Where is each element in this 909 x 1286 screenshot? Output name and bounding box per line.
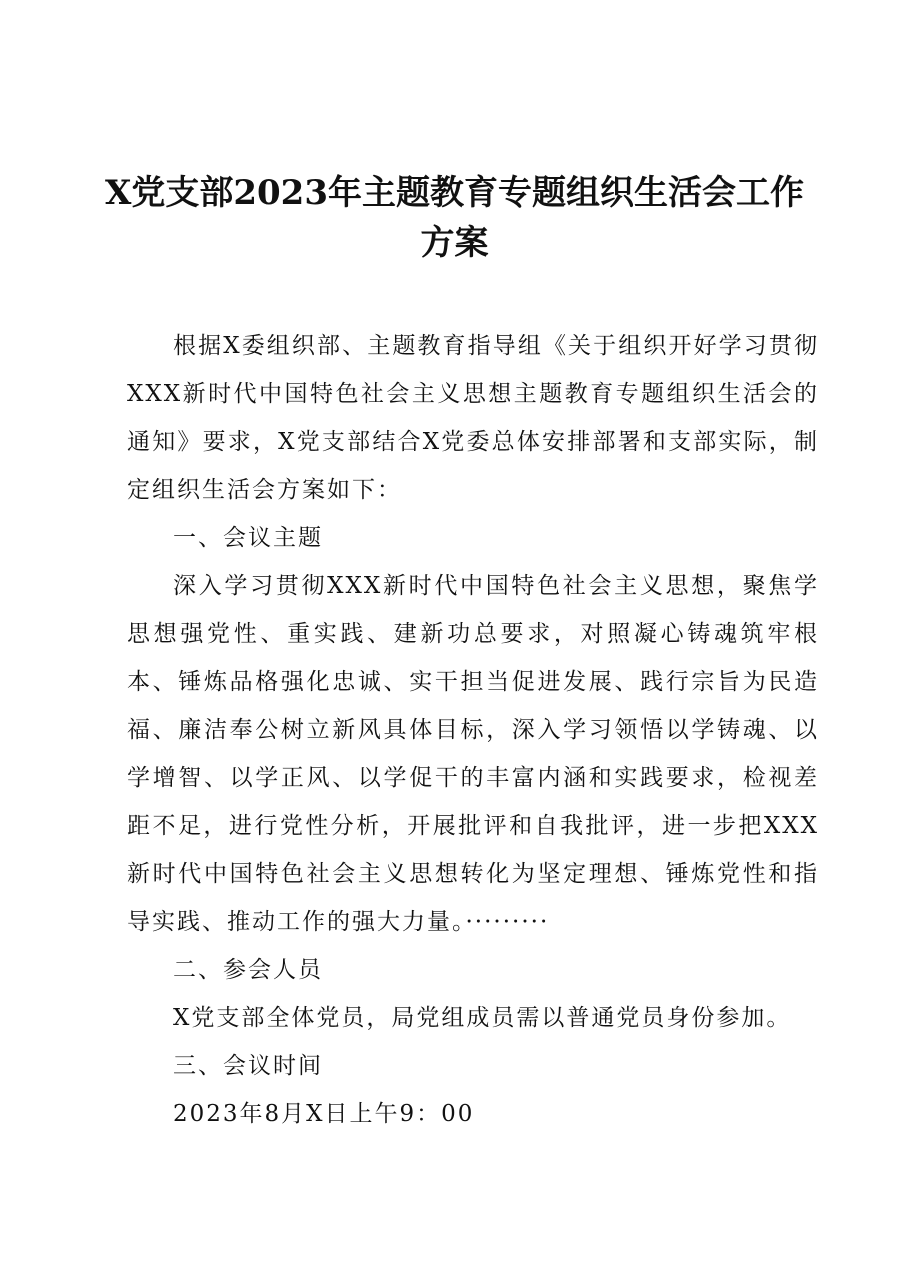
section-heading-theme: 一、会议主题	[173, 525, 323, 551]
theme-paragraph: 深入学习贯彻XXX新时代中国特色社会主义思想，聚焦学思想强党性、重实践、建新功总要求，对照凝心铸魂筑牢根本、锤炼品格强化忠诚、实干担当促进发展、践行宗旨为民造福、廉洁奉公树立新风具体目标，深入学习领悟以学铸魂、以学增智、以学正风、以学促干的丰富内涵和实践要求，检视差距不足，进行党性分析，开展批评和自我批评，进一步把XXX新时代中国特色社会主义思想转化为坚定理想、锤炼党性和指导实践、推动工作的强大力量。·········	[127, 573, 819, 935]
section-heading-attendees: 二、参会人员	[173, 957, 323, 983]
section-heading-time: 三、会议时间	[173, 1053, 323, 1079]
intro-paragraph: 根据X委组织部、主题教育指导组《关于组织开好学习贯彻XXX新时代中国特色社会主义思想主题教育专题组织生活会的通知》要求，X党支部结合X党委总体安排部署和支部实际，制定组织生活会方案如下：	[127, 333, 819, 503]
attendees-paragraph: X党支部全体党员，局党组成员需以普通党员身份参加。	[173, 1005, 792, 1031]
document-body	[127, 322, 819, 1138]
document-title: X党支部2023年主题教育专题组织生活会工作方案	[104, 173, 804, 263]
time-paragraph: 2023年8月X日上午9：00	[173, 1101, 475, 1127]
